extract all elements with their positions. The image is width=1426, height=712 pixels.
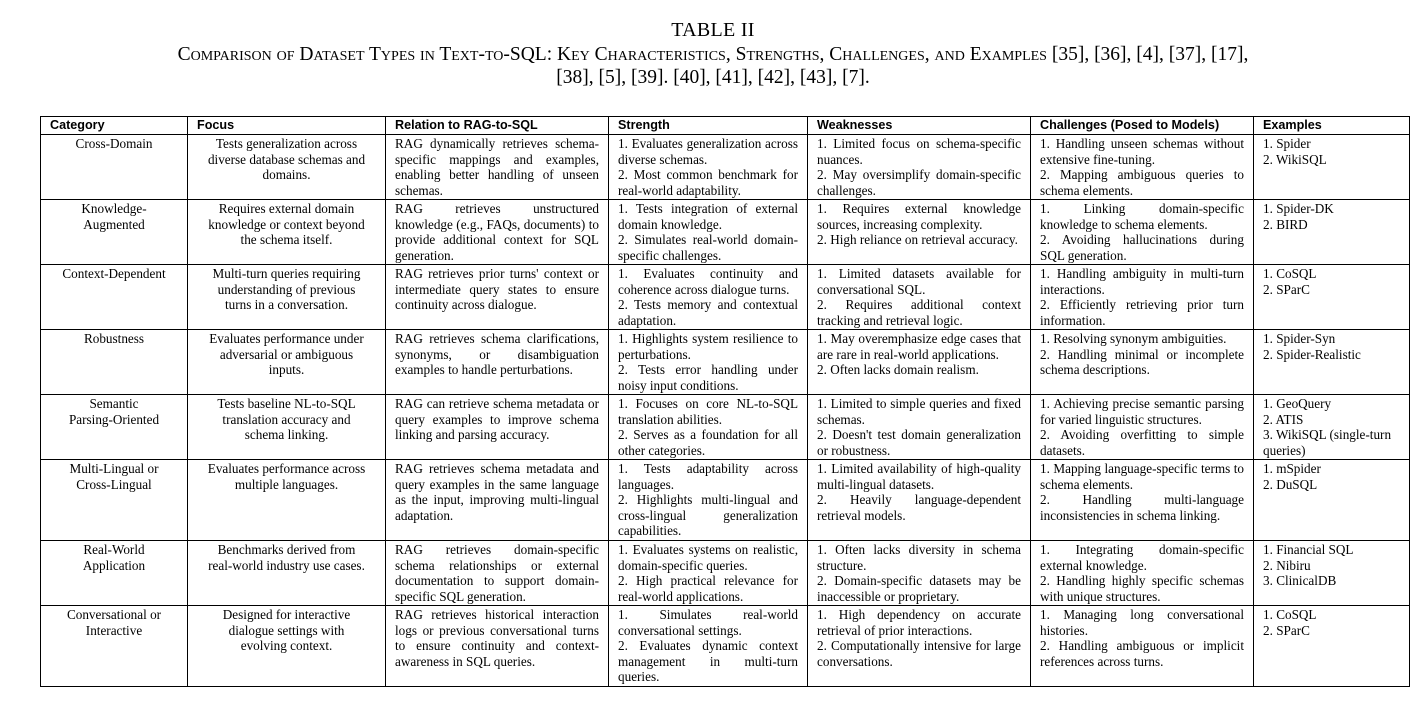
comparison-table bbox=[40, 116, 1410, 687]
focus-cell bbox=[188, 135, 386, 200]
examples-cell bbox=[1254, 200, 1410, 265]
focus-text: understanding of previous bbox=[217, 281, 356, 297]
strength-item: 2. Simulates real-world domain-specific challenges. bbox=[618, 232, 798, 263]
strength-item: 1. Evaluates systems on realistic, domain-specific queries. bbox=[618, 542, 798, 573]
weaknesses-cell bbox=[808, 460, 1031, 541]
challenges-cell bbox=[1031, 541, 1254, 606]
strength-item: 2. Most common benchmark for real-world adaptability. bbox=[618, 167, 798, 198]
weaknesses-cell bbox=[808, 135, 1031, 200]
focus-text: translation accuracy and bbox=[222, 411, 351, 427]
relation-cell: RAG dynamically retrieves schema-specific mappings and examples, enabling better handling of unseen schemas. bbox=[386, 135, 609, 200]
example-item: 1. Spider-DK bbox=[1263, 201, 1334, 216]
category-text: Context-Dependent bbox=[62, 266, 166, 281]
category-text: Robustness bbox=[83, 331, 145, 346]
focus-text: diverse database schemas and bbox=[207, 151, 366, 167]
challenge-item: 1. Achieving precise semantic parsing for varied linguistic structures. bbox=[1040, 396, 1244, 427]
challenge-item: 1. Linking domain-specific knowledge to schema elements. bbox=[1040, 201, 1244, 232]
challenge-item: 2. Mapping ambiguous queries to schema elements. bbox=[1040, 167, 1244, 198]
relation-cell: RAG retrieves schema clarifications, synonyms, or disambiguation examples to handle perturbations. bbox=[386, 330, 609, 395]
strength-cell bbox=[609, 460, 808, 541]
example-item: 1. CoSQL bbox=[1263, 607, 1317, 622]
challenges-cell bbox=[1031, 200, 1254, 265]
weakness-item: 2. Doesn't test domain generalization or robustness. bbox=[817, 427, 1021, 458]
focus-text: knowledge or context beyond bbox=[208, 216, 365, 232]
weakness-item: 2. Requires additional context tracking and retrieval logic. bbox=[817, 297, 1021, 328]
weakness-item: 2. Heavily language-dependent retrieval models. bbox=[817, 492, 1021, 523]
focus-text: evolving context. bbox=[240, 638, 333, 654]
challenge-item: 1. Resolving synonym ambiguities. bbox=[1040, 331, 1227, 346]
table-row bbox=[41, 135, 1410, 200]
strength-cell bbox=[609, 330, 808, 395]
weakness-item: 2. Computationally intensive for large conversations. bbox=[817, 638, 1021, 669]
weaknesses-cell bbox=[808, 395, 1031, 460]
category-text: Cross-Domain bbox=[75, 136, 153, 151]
category-text: Interactive bbox=[85, 622, 143, 638]
category-cell bbox=[41, 200, 188, 265]
example-item: 1. GeoQuery bbox=[1263, 396, 1332, 411]
challenge-item: 2. Avoiding hallucinations during SQL generation. bbox=[1040, 232, 1244, 263]
strength-cell bbox=[609, 606, 808, 687]
challenge-item: 2. Handling ambiguous or implicit references across turns. bbox=[1040, 638, 1244, 669]
relation-cell: RAG can retrieve schema metadata or query examples to improve schema linking and parsing accuracy. bbox=[386, 395, 609, 460]
focus-text: schema linking. bbox=[244, 427, 329, 443]
focus-text: Multi-turn queries requiring bbox=[212, 266, 361, 281]
weakness-item: 2. High reliance on retrieval accuracy. bbox=[817, 232, 1018, 248]
table-label: TABLE II bbox=[671, 19, 755, 41]
strength-cell bbox=[609, 541, 808, 606]
challenge-item: 1. Managing long conversational histories. bbox=[1040, 607, 1244, 638]
focus-text: turns in a conversation. bbox=[224, 297, 349, 313]
focus-text: inputs. bbox=[268, 362, 305, 378]
category-text: Knowledge- bbox=[81, 201, 147, 216]
strength-item: 1. Tests integration of external domain knowledge. bbox=[618, 201, 798, 232]
table-title-line-2: [38], [5], [39]. [40], [41], [42], [43], [7]. bbox=[556, 67, 870, 88]
challenges-cell bbox=[1031, 330, 1254, 395]
category-cell bbox=[41, 460, 188, 541]
weakness-item: 1. Limited to simple queries and fixed schemas. bbox=[817, 396, 1021, 427]
example-item: 3. ClinicalDB bbox=[1263, 573, 1337, 589]
strength-cell bbox=[609, 200, 808, 265]
challenges-cell bbox=[1031, 606, 1254, 687]
table-row bbox=[41, 606, 1410, 687]
relation-cell: RAG retrieves unstructured knowledge (e.g., FAQs, documents) to provide additional context for SQL generation. bbox=[386, 200, 609, 265]
example-item: 1. mSpider bbox=[1263, 461, 1321, 476]
table-row bbox=[41, 200, 1410, 265]
weaknesses-cell bbox=[808, 265, 1031, 330]
challenge-item: 1. Handling unseen schemas without extensive fine-tuning. bbox=[1040, 136, 1244, 167]
header-row bbox=[41, 117, 1410, 135]
weakness-item: 2. May oversimplify domain-specific challenges. bbox=[817, 167, 1021, 198]
category-text: Cross-Lingual bbox=[76, 476, 152, 492]
strength-item: 2. Evaluates dynamic context management in multi-turn queries. bbox=[618, 638, 798, 685]
focus-text: the schema itself. bbox=[240, 232, 333, 248]
weaknesses-cell bbox=[808, 200, 1031, 265]
relation-cell: RAG retrieves domain-specific schema relationships or external documentation to support domain-specific SQL generation. bbox=[386, 541, 609, 606]
focus-text: Tests baseline NL-to-SQL bbox=[217, 396, 356, 411]
challenge-item: 2. Avoiding overfitting to simple datasets. bbox=[1040, 427, 1244, 458]
strength-item: 2. Tests error handling under noisy input conditions. bbox=[618, 362, 798, 393]
header-category: Category bbox=[41, 117, 188, 135]
header-challenges: Challenges (Posed to Models) bbox=[1031, 117, 1254, 135]
example-item: 1. Financial SQL bbox=[1263, 542, 1354, 557]
table-row bbox=[41, 460, 1410, 541]
header-weaknesses: Weaknesses bbox=[808, 117, 1031, 135]
example-item: 2. Spider-Realistic bbox=[1263, 346, 1361, 362]
header-strength: Strength bbox=[609, 117, 808, 135]
challenges-cell bbox=[1031, 265, 1254, 330]
example-item: 2. WikiSQL bbox=[1263, 151, 1327, 167]
category-cell bbox=[41, 395, 188, 460]
example-item: 1. CoSQL bbox=[1263, 266, 1317, 281]
focus-text: Evaluates performance across bbox=[207, 461, 366, 476]
challenge-item: 2. Handling multi-language inconsistencies in schema linking. bbox=[1040, 492, 1244, 523]
category-text: Semantic bbox=[89, 396, 139, 411]
strength-item: 1. Evaluates generalization across diverse schemas. bbox=[618, 136, 798, 167]
category-cell bbox=[41, 330, 188, 395]
header-examples: Examples bbox=[1254, 117, 1410, 135]
strength-cell bbox=[609, 135, 808, 200]
example-item: 2. ATIS bbox=[1263, 411, 1304, 427]
weakness-item: 1. High dependency on accurate retrieval of prior interactions. bbox=[817, 607, 1021, 638]
challenge-item: 2. Handling minimal or incomplete schema descriptions. bbox=[1040, 346, 1244, 378]
example-item: 2. SParC bbox=[1263, 281, 1310, 297]
table-row bbox=[41, 395, 1410, 460]
table-row bbox=[41, 541, 1410, 606]
weakness-item: 1. Limited datasets available for conversational SQL. bbox=[817, 266, 1021, 297]
focus-cell bbox=[188, 330, 386, 395]
weakness-item: 1. Requires external knowledge sources, increasing complexity. bbox=[817, 201, 1021, 232]
examples-cell bbox=[1254, 460, 1410, 541]
example-item: 3. WikiSQL (single-turn queries) bbox=[1263, 427, 1392, 458]
category-text: Augmented bbox=[83, 216, 145, 232]
focus-cell bbox=[188, 265, 386, 330]
focus-text: Evaluates performance under bbox=[209, 331, 364, 346]
focus-text: multiple languages. bbox=[234, 476, 339, 492]
weaknesses-cell bbox=[808, 606, 1031, 687]
challenges-cell bbox=[1031, 395, 1254, 460]
focus-text: Tests generalization across bbox=[215, 136, 358, 151]
relation-cell: RAG retrieves schema metadata and query examples in the same language as the input, improving multi-lingual adaptation. bbox=[386, 460, 609, 541]
challenges-cell bbox=[1031, 460, 1254, 541]
table-caption bbox=[20, 18, 1406, 89]
strength-item: 1. Evaluates continuity and coherence across dialogue turns. bbox=[618, 266, 798, 297]
focus-text: dialogue settings with bbox=[228, 622, 345, 638]
example-item: 2. Nibiru bbox=[1263, 557, 1311, 573]
weakness-item: 1. Limited focus on schema-specific nuances. bbox=[817, 136, 1021, 167]
category-text: Multi-Lingual or bbox=[69, 461, 159, 476]
strength-item: 2. Highlights multi-lingual and cross-lingual generalization capabilities. bbox=[618, 492, 798, 539]
example-item: 1. Spider bbox=[1263, 136, 1311, 151]
challenge-item: 1. Mapping language-specific terms to schema elements. bbox=[1040, 461, 1244, 492]
category-text: Real-World bbox=[83, 542, 145, 557]
header-focus: Focus bbox=[188, 117, 386, 135]
category-text: Parsing-Oriented bbox=[68, 411, 160, 427]
focus-text: adversarial or ambiguous bbox=[219, 346, 354, 362]
examples-cell bbox=[1254, 265, 1410, 330]
strength-cell bbox=[609, 265, 808, 330]
relation-cell: RAG retrieves prior turns' context or intermediate query states to ensure continuity across dialogue. bbox=[386, 265, 609, 330]
focus-text: Designed for interactive bbox=[222, 607, 351, 622]
examples-cell bbox=[1254, 135, 1410, 200]
example-item: 1. Spider-Syn bbox=[1263, 331, 1336, 346]
table-row bbox=[41, 330, 1410, 395]
examples-cell bbox=[1254, 541, 1410, 606]
category-cell bbox=[41, 265, 188, 330]
challenge-item: 2. Handling highly specific schemas with unique structures. bbox=[1040, 573, 1244, 604]
focus-text: Requires external domain bbox=[218, 201, 355, 216]
weakness-item: 2. Domain-specific datasets may be inaccessible or proprietary. bbox=[817, 573, 1021, 604]
strength-item: 1. Highlights system resilience to perturbations. bbox=[618, 331, 798, 362]
table-title bbox=[20, 43, 1406, 89]
category-cell bbox=[41, 541, 188, 606]
table-row bbox=[41, 265, 1410, 330]
focus-text: Benchmarks derived from bbox=[217, 542, 356, 557]
weakness-item: 1. Often lacks diversity in schema structure. bbox=[817, 542, 1021, 573]
category-cell bbox=[41, 606, 188, 687]
category-cell bbox=[41, 135, 188, 200]
strength-item: 2. Serves as a foundation for all other categories. bbox=[618, 427, 798, 458]
challenge-item: 1. Integrating domain-specific external knowledge. bbox=[1040, 542, 1244, 573]
examples-cell bbox=[1254, 606, 1410, 687]
relation-cell: RAG retrieves historical interaction logs or previous conversational turns to ensure continuity and context-awareness in SQL queries. bbox=[386, 606, 609, 687]
weaknesses-cell bbox=[808, 541, 1031, 606]
strength-item: 1. Focuses on core NL-to-SQL translation abilities. bbox=[618, 396, 798, 427]
header-relation: Relation to RAG-to-SQL bbox=[386, 117, 609, 135]
focus-cell bbox=[188, 460, 386, 541]
table-body bbox=[41, 135, 1410, 687]
focus-text: domains. bbox=[262, 167, 311, 183]
strength-cell bbox=[609, 395, 808, 460]
strength-item: 1. Simulates real-world conversational settings. bbox=[618, 607, 798, 638]
challenge-item: 2. Efficiently retrieving prior turn information. bbox=[1040, 297, 1244, 328]
weakness-item: 1. Limited availability of high-quality multi-lingual datasets. bbox=[817, 461, 1021, 492]
focus-cell bbox=[188, 395, 386, 460]
focus-cell bbox=[188, 541, 386, 606]
strength-item: 2. High practical relevance for real-world applications. bbox=[618, 573, 798, 604]
examples-cell bbox=[1254, 395, 1410, 460]
challenge-item: 1. Handling ambiguity in multi-turn interactions. bbox=[1040, 266, 1244, 297]
example-item: 2. BIRD bbox=[1263, 216, 1308, 232]
category-text: Application bbox=[82, 557, 146, 573]
table-title-line-1: Comparison of Dataset Types in Text-to-SQL: Key Characteristics, Strengths, Challenges, and Examples [35], [36], [4], [37], [17], bbox=[177, 44, 1249, 65]
strength-item: 2. Tests memory and contextual adaptation. bbox=[618, 297, 798, 328]
strength-item: 1. Tests adaptability across languages. bbox=[618, 461, 798, 492]
focus-text: real-world industry use cases. bbox=[208, 557, 365, 573]
challenges-cell bbox=[1031, 135, 1254, 200]
examples-cell bbox=[1254, 330, 1410, 395]
example-item: 2. DuSQL bbox=[1263, 476, 1318, 492]
focus-cell bbox=[188, 606, 386, 687]
focus-cell bbox=[188, 200, 386, 265]
weakness-item: 2. Often lacks domain realism. bbox=[817, 362, 979, 378]
weakness-item: 1. May overemphasize edge cases that are rare in real-world applications. bbox=[817, 331, 1021, 362]
example-item: 2. SParC bbox=[1263, 622, 1310, 638]
category-text: Conversational or bbox=[66, 607, 162, 622]
weaknesses-cell bbox=[808, 330, 1031, 395]
